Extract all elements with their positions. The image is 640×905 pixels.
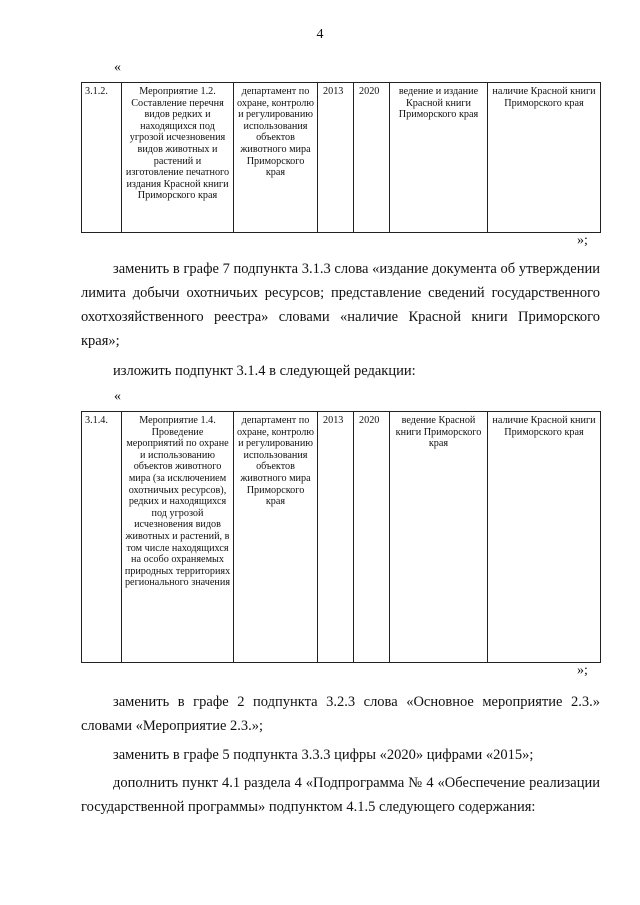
cell-start-year: 2013 bbox=[318, 412, 354, 663]
paragraph-replace-3-1-3: заменить в графе 7 подпункта 3.1.3 слова «издание документа об утверждении лимита добычи охотничьих ресурсов; представление сведений государственного охотхозяйственного реестра» словами «наличие Красной книги Приморского края»; bbox=[81, 261, 600, 349]
table-row bbox=[82, 83, 601, 233]
table-subitem-3-1-4 bbox=[81, 411, 601, 663]
cell-end-year: 2020 bbox=[354, 412, 390, 663]
cell-end-year: 2020 bbox=[354, 83, 390, 233]
cell-result: ведение Красной книги Приморского края bbox=[390, 412, 488, 663]
table-subitem-3-1-2 bbox=[81, 82, 601, 233]
cell-number: 3.1.4. bbox=[82, 412, 122, 663]
cell-department: департамент по охране, контролю и регулированию использования объектов животного мира Приморского края bbox=[234, 412, 318, 663]
cell-indicator: наличие Красной книги Приморского края bbox=[488, 412, 601, 663]
cell-number: 3.1.2. bbox=[82, 83, 122, 233]
table-row bbox=[82, 412, 601, 663]
cell-result: ведение и издание Красной книги Приморского края bbox=[390, 83, 488, 233]
paragraph-set-3-1-4: изложить подпункт 3.1.4 в следующей редакции: bbox=[113, 363, 416, 379]
quote-close-2: »; bbox=[577, 663, 588, 678]
page-number: 4 bbox=[316, 27, 324, 42]
cell-event: Мероприятие 1.4. Проведение мероприятий по охране и использованию объектов животного мира (за исключением охотничьих ресурсов), редких и находящихся под угрозой исчезновения видов животных и растений, в том числе находящихся на особо охраняемых природных территориях регионального значения bbox=[122, 412, 234, 663]
quote-close-1: »; bbox=[577, 233, 588, 248]
cell-department: департамент по охране, контролю и регулированию использования объектов животного мира Приморского края bbox=[234, 83, 318, 233]
paragraph-replace-3-2-3: заменить в графе 2 подпункта 3.2.3 слова «Основное мероприятие 2.3.» словами «Мероприятие 2.3.»; bbox=[81, 694, 600, 734]
quote-open-1: « bbox=[114, 60, 121, 75]
paragraph-replace-3-3-3: заменить в графе 5 подпункта 3.3.3 цифры «2020» цифрами «2015»; bbox=[113, 747, 534, 763]
paragraph-add-4-1-5: дополнить пункт 4.1 раздела 4 «Подпрограмма № 4 «Обеспечение реализации государственной программы» подпунктом 4.1.5 следующего содержания: bbox=[81, 775, 600, 815]
cell-indicator: наличие Красной книги Приморского края bbox=[488, 83, 601, 233]
quote-open-2: « bbox=[114, 389, 121, 404]
cell-event: Мероприятие 1.2. Составление перечня видов редких и находящихся под угрозой исчезновения видов животных и растений и изготовление печатного издания Красной книги Приморского края bbox=[122, 83, 234, 233]
cell-start-year: 2013 bbox=[318, 83, 354, 233]
